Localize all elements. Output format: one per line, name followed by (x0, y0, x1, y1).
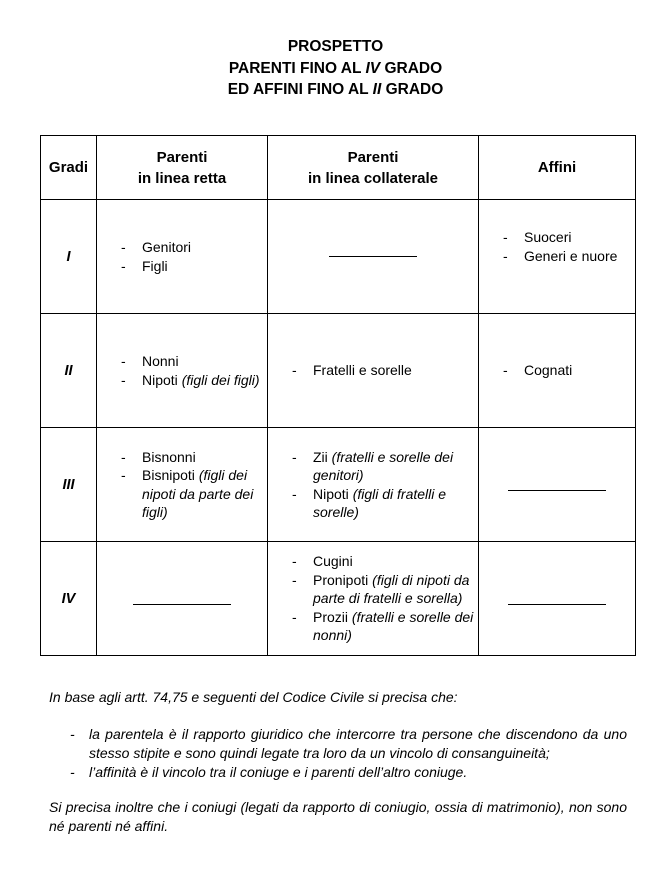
definitions-list (49, 725, 627, 782)
list-item: - Fratelli e sorelle (292, 361, 474, 380)
legal-intro: In base agli artt. 74,75 e seguenti del Codice Civile si precisa che: (49, 689, 458, 705)
list (97, 448, 267, 522)
table-row (41, 428, 636, 542)
affini-cell (479, 200, 636, 314)
table-header-row (41, 136, 636, 200)
list (97, 352, 267, 389)
table-row (41, 542, 636, 656)
linea-collaterale-cell (268, 314, 479, 428)
title-line-3-grade: II (372, 81, 382, 98)
list-item: - Prozii (fratelli e sorelle dei nonni) (292, 608, 474, 645)
linea-collaterale-cell (268, 428, 479, 542)
kinship-table (40, 135, 636, 656)
title-line-3-suffix: GRADO (381, 81, 444, 98)
list-item: - Nipoti (figli di fratelli e sorelle) (292, 485, 474, 522)
list (97, 238, 267, 275)
table-row (41, 200, 636, 314)
empty-line (329, 256, 417, 257)
list-item: - Zii (fratelli e sorelle dei genitori) (292, 448, 474, 485)
title-line-2 (0, 58, 671, 80)
empty-line (508, 604, 606, 605)
grade-cell: IV (41, 542, 97, 656)
list (268, 361, 478, 380)
title-line-1: PROSPETTO (287, 38, 384, 55)
header-gradi: Gradi (41, 136, 97, 200)
list-item: - la parentela è il rapporto giuridico che intercorre tra persone che discendono da uno stesso stipite e sono quindi legate tra loro da un vincolo di consanguineità; (70, 725, 627, 763)
title-line-3-prefix: ED AFFINI FINO AL (227, 81, 373, 98)
linea-collaterale-cell (268, 542, 479, 656)
list-item: - Cugini (292, 552, 474, 571)
header-linea-collaterale-line-1: Parenti (347, 148, 399, 166)
list (268, 552, 478, 645)
header-linea-retta-line-2: in linea retta (137, 169, 227, 187)
legal-notes (49, 688, 627, 836)
linea-retta-cell (97, 200, 268, 314)
header-affini: Affini (479, 136, 636, 200)
list-item: - Nipoti (figli dei figli) (121, 371, 263, 390)
affini-cell (479, 428, 636, 542)
grade-cell: I (41, 200, 97, 314)
title-line-2-suffix: GRADO (380, 59, 443, 77)
list-item: - Nonni (121, 352, 263, 371)
list-item: - Bisnonni (121, 448, 263, 467)
grade-cell: II (41, 314, 97, 428)
affini-cell (479, 314, 636, 428)
affini-cell (479, 542, 636, 656)
header-linea-retta-line-1: Parenti (156, 148, 208, 166)
list-item: - l’affinità è il vincolo tra il coniuge e i parenti dell’altro coniuge. (70, 763, 627, 782)
linea-retta-cell (97, 428, 268, 542)
document-title (0, 36, 671, 101)
title-line-3 (0, 79, 671, 101)
list (268, 448, 478, 522)
linea-collaterale-cell (268, 200, 479, 314)
list (479, 228, 635, 285)
list-item: - Suoceri (503, 228, 631, 247)
linea-retta-cell (97, 314, 268, 428)
list-item: - Genitori (121, 238, 263, 257)
list-item: - Pronipoti (figli di nipoti da parte di fratelli e sorella) (292, 571, 474, 608)
empty-line (508, 490, 606, 491)
header-linea-retta (97, 136, 268, 200)
grade-cell: III (41, 428, 97, 542)
title-line-2-prefix: PARENTI FINO AL (228, 59, 366, 77)
header-linea-collaterale-line-2: in linea collaterale (307, 169, 439, 187)
list-item: - Bisnipoti (figli dei nipoti da parte dei figli) (121, 466, 263, 522)
list (479, 361, 635, 380)
list-item: - Figli (121, 257, 263, 276)
table-row (41, 314, 636, 428)
list-item: - Cognati (503, 361, 631, 380)
title-line-2-grade: IV (365, 59, 381, 77)
list-item: - Generi e nuore (503, 247, 631, 266)
empty-line (133, 604, 231, 605)
linea-retta-cell (97, 542, 268, 656)
legal-closing: Si precisa inoltre che i coniugi (legati da rapporto di coniugio, ossia di matrimonio), non sono né parenti né affini. (49, 799, 627, 834)
header-linea-collaterale (268, 136, 479, 200)
